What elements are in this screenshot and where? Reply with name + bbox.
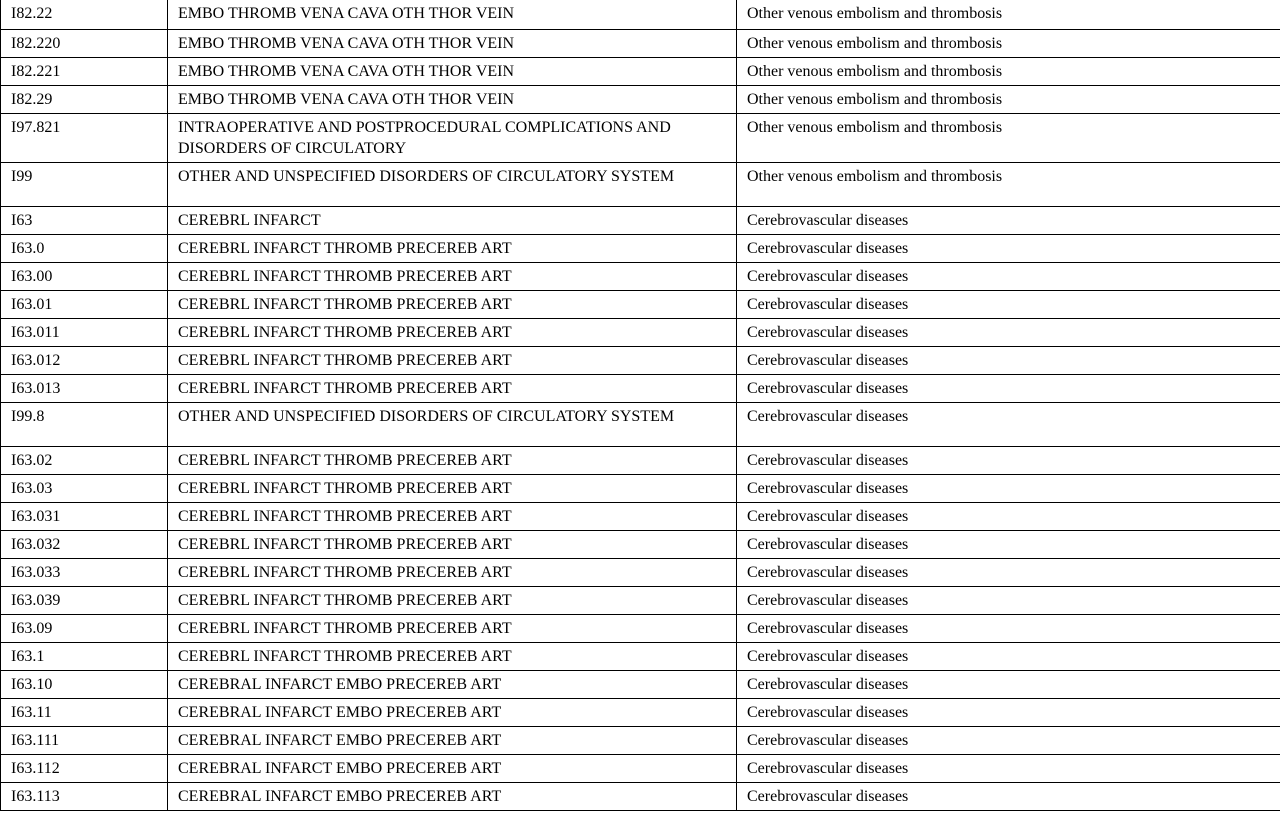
- table-row: [1, 586, 1280, 614]
- description-cell: CEREBRAL INFARCT EMBO PRECEREB ART: [168, 754, 737, 782]
- description-cell: CEREBRL INFARCT THROMB PRECEREB ART: [168, 318, 737, 346]
- description-cell: CEREBRL INFARCT THROMB PRECEREB ART: [168, 502, 737, 530]
- description-cell: CEREBRL INFARCT THROMB PRECEREB ART: [168, 558, 737, 586]
- category-cell: Other venous embolism and thrombosis: [737, 162, 1280, 206]
- category-cell: Cerebrovascular diseases: [737, 586, 1280, 614]
- category-cell: Cerebrovascular diseases: [737, 782, 1280, 810]
- category-cell: Cerebrovascular diseases: [737, 206, 1280, 234]
- code-cell: I97.821: [1, 113, 168, 162]
- category-cell: Cerebrovascular diseases: [737, 754, 1280, 782]
- code-cell: I63.039: [1, 586, 168, 614]
- description-cell: CEREBRAL INFARCT EMBO PRECEREB ART: [168, 698, 737, 726]
- description-cell: CEREBRAL INFARCT EMBO PRECEREB ART: [168, 670, 737, 698]
- table-row: [1, 474, 1280, 502]
- description-cell: OTHER AND UNSPECIFIED DISORDERS OF CIRCULATORY SYSTEM: [168, 402, 737, 446]
- description-cell: INTRAOPERATIVE AND POSTPROCEDURAL COMPLICATIONS AND DISORDERS OF CIRCULATORY: [168, 113, 737, 162]
- category-cell: Cerebrovascular diseases: [737, 234, 1280, 262]
- table-row: [1, 754, 1280, 782]
- code-cell: I63.113: [1, 782, 168, 810]
- table-row: [1, 502, 1280, 530]
- description-cell: CEREBRL INFARCT THROMB PRECEREB ART: [168, 374, 737, 402]
- code-cell: I63.031: [1, 502, 168, 530]
- category-cell: Cerebrovascular diseases: [737, 614, 1280, 642]
- description-cell: CEREBRAL INFARCT EMBO PRECEREB ART: [168, 782, 737, 810]
- code-cell: I63.011: [1, 318, 168, 346]
- code-cell: I63.01: [1, 290, 168, 318]
- category-cell: Cerebrovascular diseases: [737, 346, 1280, 374]
- category-cell: Cerebrovascular diseases: [737, 374, 1280, 402]
- code-cell: I99: [1, 162, 168, 206]
- table-row: [1, 0, 1280, 29]
- code-cell: I63.033: [1, 558, 168, 586]
- table-row: [1, 402, 1280, 446]
- code-cell: I82.221: [1, 57, 168, 85]
- description-cell: CEREBRL INFARCT THROMB PRECEREB ART: [168, 586, 737, 614]
- code-cell: I63.00: [1, 262, 168, 290]
- category-cell: Cerebrovascular diseases: [737, 530, 1280, 558]
- table-row: [1, 262, 1280, 290]
- table-row: [1, 698, 1280, 726]
- table-body: [1, 0, 1280, 810]
- table-row: [1, 374, 1280, 402]
- category-cell: Cerebrovascular diseases: [737, 642, 1280, 670]
- table-row: [1, 206, 1280, 234]
- table-row: [1, 782, 1280, 810]
- category-cell: Other venous embolism and thrombosis: [737, 113, 1280, 162]
- description-cell: CEREBRL INFARCT THROMB PRECEREB ART: [168, 346, 737, 374]
- description-cell: CEREBRL INFARCT: [168, 206, 737, 234]
- code-cell: I63.1: [1, 642, 168, 670]
- category-cell: Cerebrovascular diseases: [737, 670, 1280, 698]
- description-cell: CEREBRL INFARCT THROMB PRECEREB ART: [168, 642, 737, 670]
- table-row: [1, 318, 1280, 346]
- table-row: [1, 446, 1280, 474]
- table-row: [1, 558, 1280, 586]
- category-cell: Other venous embolism and thrombosis: [737, 85, 1280, 113]
- code-cell: I63.111: [1, 726, 168, 754]
- table-row: [1, 162, 1280, 206]
- code-cell: I63.112: [1, 754, 168, 782]
- code-cell: I63.012: [1, 346, 168, 374]
- description-cell: EMBO THROMB VENA CAVA OTH THOR VEIN: [168, 57, 737, 85]
- code-cell: I63.032: [1, 530, 168, 558]
- category-cell: Cerebrovascular diseases: [737, 502, 1280, 530]
- category-cell: Cerebrovascular diseases: [737, 474, 1280, 502]
- category-cell: Cerebrovascular diseases: [737, 726, 1280, 754]
- category-cell: Cerebrovascular diseases: [737, 318, 1280, 346]
- description-cell: CEREBRL INFARCT THROMB PRECEREB ART: [168, 446, 737, 474]
- description-cell: CEREBRL INFARCT THROMB PRECEREB ART: [168, 234, 737, 262]
- description-cell: EMBO THROMB VENA CAVA OTH THOR VEIN: [168, 85, 737, 113]
- category-cell: Cerebrovascular diseases: [737, 698, 1280, 726]
- table-row: [1, 85, 1280, 113]
- description-cell: CEREBRL INFARCT THROMB PRECEREB ART: [168, 262, 737, 290]
- code-cell: I63.09: [1, 614, 168, 642]
- code-cell: I99.8: [1, 402, 168, 446]
- description-cell: EMBO THROMB VENA CAVA OTH THOR VEIN: [168, 0, 737, 29]
- description-cell: CEREBRAL INFARCT EMBO PRECEREB ART: [168, 726, 737, 754]
- category-cell: Cerebrovascular diseases: [737, 446, 1280, 474]
- code-cell: I82.220: [1, 29, 168, 57]
- category-cell: Other venous embolism and thrombosis: [737, 57, 1280, 85]
- description-cell: CEREBRL INFARCT THROMB PRECEREB ART: [168, 474, 737, 502]
- code-cell: I63.11: [1, 698, 168, 726]
- category-cell: Other venous embolism and thrombosis: [737, 0, 1280, 29]
- description-cell: EMBO THROMB VENA CAVA OTH THOR VEIN: [168, 29, 737, 57]
- description-cell: CEREBRL INFARCT THROMB PRECEREB ART: [168, 290, 737, 318]
- table-row: [1, 530, 1280, 558]
- description-cell: OTHER AND UNSPECIFIED DISORDERS OF CIRCULATORY SYSTEM: [168, 162, 737, 206]
- code-cell: I63.02: [1, 446, 168, 474]
- table-row: [1, 29, 1280, 57]
- description-cell: CEREBRL INFARCT THROMB PRECEREB ART: [168, 530, 737, 558]
- table-row: [1, 614, 1280, 642]
- category-cell: Cerebrovascular diseases: [737, 262, 1280, 290]
- table-row: [1, 726, 1280, 754]
- code-cell: I82.29: [1, 85, 168, 113]
- code-cell: I63.03: [1, 474, 168, 502]
- code-cell: I63: [1, 206, 168, 234]
- table-row: [1, 290, 1280, 318]
- code-cell: I63.013: [1, 374, 168, 402]
- table-row: [1, 234, 1280, 262]
- category-cell: Cerebrovascular diseases: [737, 290, 1280, 318]
- table-row: [1, 57, 1280, 85]
- category-cell: Other venous embolism and thrombosis: [737, 29, 1280, 57]
- code-cell: I63.0: [1, 234, 168, 262]
- description-cell: CEREBRL INFARCT THROMB PRECEREB ART: [168, 614, 737, 642]
- table-row: [1, 113, 1280, 162]
- category-cell: Cerebrovascular diseases: [737, 402, 1280, 446]
- category-cell: Cerebrovascular diseases: [737, 558, 1280, 586]
- table-row: [1, 642, 1280, 670]
- table-row: [1, 670, 1280, 698]
- code-cell: I63.10: [1, 670, 168, 698]
- table-row: [1, 346, 1280, 374]
- code-cell: I82.22: [1, 0, 168, 29]
